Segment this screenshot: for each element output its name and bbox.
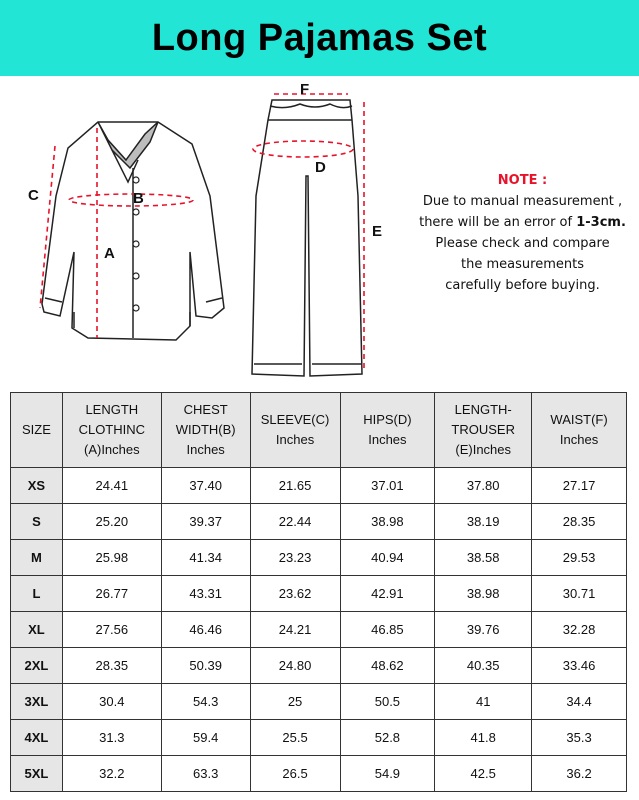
measurement-cell: 38.98 (340, 504, 435, 540)
page-title: Long Pajamas Set (151, 16, 488, 59)
column-header (11, 393, 63, 468)
size-chart-table (10, 392, 627, 792)
column-header-line: Inches (368, 432, 407, 447)
size-cell: XL (11, 612, 63, 648)
column-header-line: WIDTH(B) (175, 422, 236, 437)
measurement-cell: 23.23 (250, 540, 340, 576)
size-cell: 2XL (11, 648, 63, 684)
measurement-cell: 23.62 (250, 576, 340, 612)
measurement-note (400, 170, 639, 296)
measurement-cell: 39.37 (161, 504, 250, 540)
measurement-cell: 32.2 (62, 756, 161, 792)
measurement-cell: 41.34 (161, 540, 250, 576)
column-header (250, 393, 340, 468)
column-header-line: LENGTH (85, 402, 139, 417)
measurement-cell: 22.44 (250, 504, 340, 540)
column-header-line: (E)Inches (455, 442, 512, 457)
size-cell: 5XL (11, 756, 63, 792)
column-header (161, 393, 250, 468)
column-header-line: LENGTH- (454, 402, 512, 417)
note-line-3: Please check and compare (435, 236, 610, 251)
measurement-cell: 37.40 (161, 468, 250, 504)
measurement-cell: 27.56 (62, 612, 161, 648)
measurement-cell: 50.5 (340, 684, 435, 720)
column-header (532, 393, 627, 468)
measurement-cell: 26.77 (62, 576, 161, 612)
table-row (11, 720, 627, 756)
measurement-cell: 38.58 (435, 540, 532, 576)
measurement-cell: 25.98 (62, 540, 161, 576)
table-header-row (11, 393, 627, 468)
note-line-5: carefully before buying. (445, 278, 600, 293)
size-cell: M (11, 540, 63, 576)
measurement-cell: 32.28 (532, 612, 627, 648)
column-header-line: SIZE (21, 422, 51, 437)
measurement-cell: 24.41 (62, 468, 161, 504)
measurement-cell: 30.4 (62, 684, 161, 720)
column-header-line: (A)Inches (83, 442, 140, 457)
table-row (11, 468, 627, 504)
measurement-cell: 50.39 (161, 648, 250, 684)
trousers-drawing (252, 100, 362, 376)
measurement-cell: 35.3 (532, 720, 627, 756)
column-header-line: Inches (559, 432, 599, 447)
measurement-cell: 59.4 (161, 720, 250, 756)
measurement-cell: 29.53 (532, 540, 627, 576)
size-cell: L (11, 576, 63, 612)
table-row (11, 684, 627, 720)
measurement-cell: 30.71 (532, 576, 627, 612)
measurement-cell: 34.4 (532, 684, 627, 720)
label-b: B (133, 190, 144, 207)
measurement-cell: 24.21 (250, 612, 340, 648)
column-header-line: CHEST (183, 402, 228, 417)
measurement-cell: 25.5 (250, 720, 340, 756)
table-row (11, 540, 627, 576)
measurement-cell: 42.5 (435, 756, 532, 792)
note-error-range: 1-3cm. (576, 215, 626, 230)
measurement-cell: 25.20 (62, 504, 161, 540)
column-header (340, 393, 435, 468)
table-row (11, 648, 627, 684)
size-cell: 4XL (11, 720, 63, 756)
label-e: E (372, 223, 383, 240)
measurement-cell: 38.98 (435, 576, 532, 612)
column-header-line: WAIST(F) (550, 412, 608, 427)
measurement-cell: 33.46 (532, 648, 627, 684)
measurement-cell: 46.46 (161, 612, 250, 648)
measurement-cell: 41 (435, 684, 532, 720)
measurement-cell: 46.85 (340, 612, 435, 648)
table-row (11, 504, 627, 540)
table-row (11, 576, 627, 612)
measurement-cell: 39.76 (435, 612, 532, 648)
column-header-line: SLEEVE(C) (260, 412, 330, 427)
note-line-2-text: there will be an error of (419, 215, 577, 230)
measurement-cell: 43.31 (161, 576, 250, 612)
note-line-2 (400, 212, 639, 233)
measurement-cell: 40.35 (435, 648, 532, 684)
measurement-cell: 41.8 (435, 720, 532, 756)
measurement-cell: 38.19 (435, 504, 532, 540)
column-header-line: HIPS(D) (363, 412, 412, 427)
column-header-line: Inches (275, 432, 315, 447)
measurement-cell: 26.5 (250, 756, 340, 792)
measurement-cell: 24.80 (250, 648, 340, 684)
measurement-cell: 40.94 (340, 540, 435, 576)
size-cell: XS (11, 468, 63, 504)
label-c: C (28, 187, 39, 204)
measurement-cell: 37.01 (340, 468, 435, 504)
label-a: A (104, 245, 115, 262)
title-banner (0, 0, 639, 76)
column-header (62, 393, 161, 468)
table-header (11, 393, 627, 468)
measurement-cell: 21.65 (250, 468, 340, 504)
measurement-cell: 31.3 (62, 720, 161, 756)
column-header-line: Inches (186, 442, 225, 457)
measurement-cell: 28.35 (62, 648, 161, 684)
label-f: F (300, 81, 310, 98)
measurement-cell: 27.17 (532, 468, 627, 504)
label-d: D (315, 159, 326, 176)
note-line-1: Due to manual measurement , (422, 194, 623, 209)
size-cell: 3XL (11, 684, 63, 720)
table-row (11, 612, 627, 648)
note-line-4: the measurements (461, 257, 584, 272)
column-header-line: TROUSER (451, 422, 515, 437)
measurement-cell: 25 (250, 684, 340, 720)
measurement-cell: 52.8 (340, 720, 435, 756)
measurement-cell: 54.3 (161, 684, 250, 720)
size-cell: S (11, 504, 63, 540)
measurement-cell: 42.91 (340, 576, 435, 612)
measurement-cell: 48.62 (340, 648, 435, 684)
table-body (11, 468, 627, 792)
table-row (11, 756, 627, 792)
note-title: NOTE : (497, 173, 548, 188)
measurement-cell: 37.80 (435, 468, 532, 504)
column-header-line: CLOTHINC (78, 422, 146, 437)
column-header (435, 393, 532, 468)
measurement-cell: 63.3 (161, 756, 250, 792)
measurement-cell: 36.2 (532, 756, 627, 792)
measurement-cell: 28.35 (532, 504, 627, 540)
measurement-cell: 54.9 (340, 756, 435, 792)
